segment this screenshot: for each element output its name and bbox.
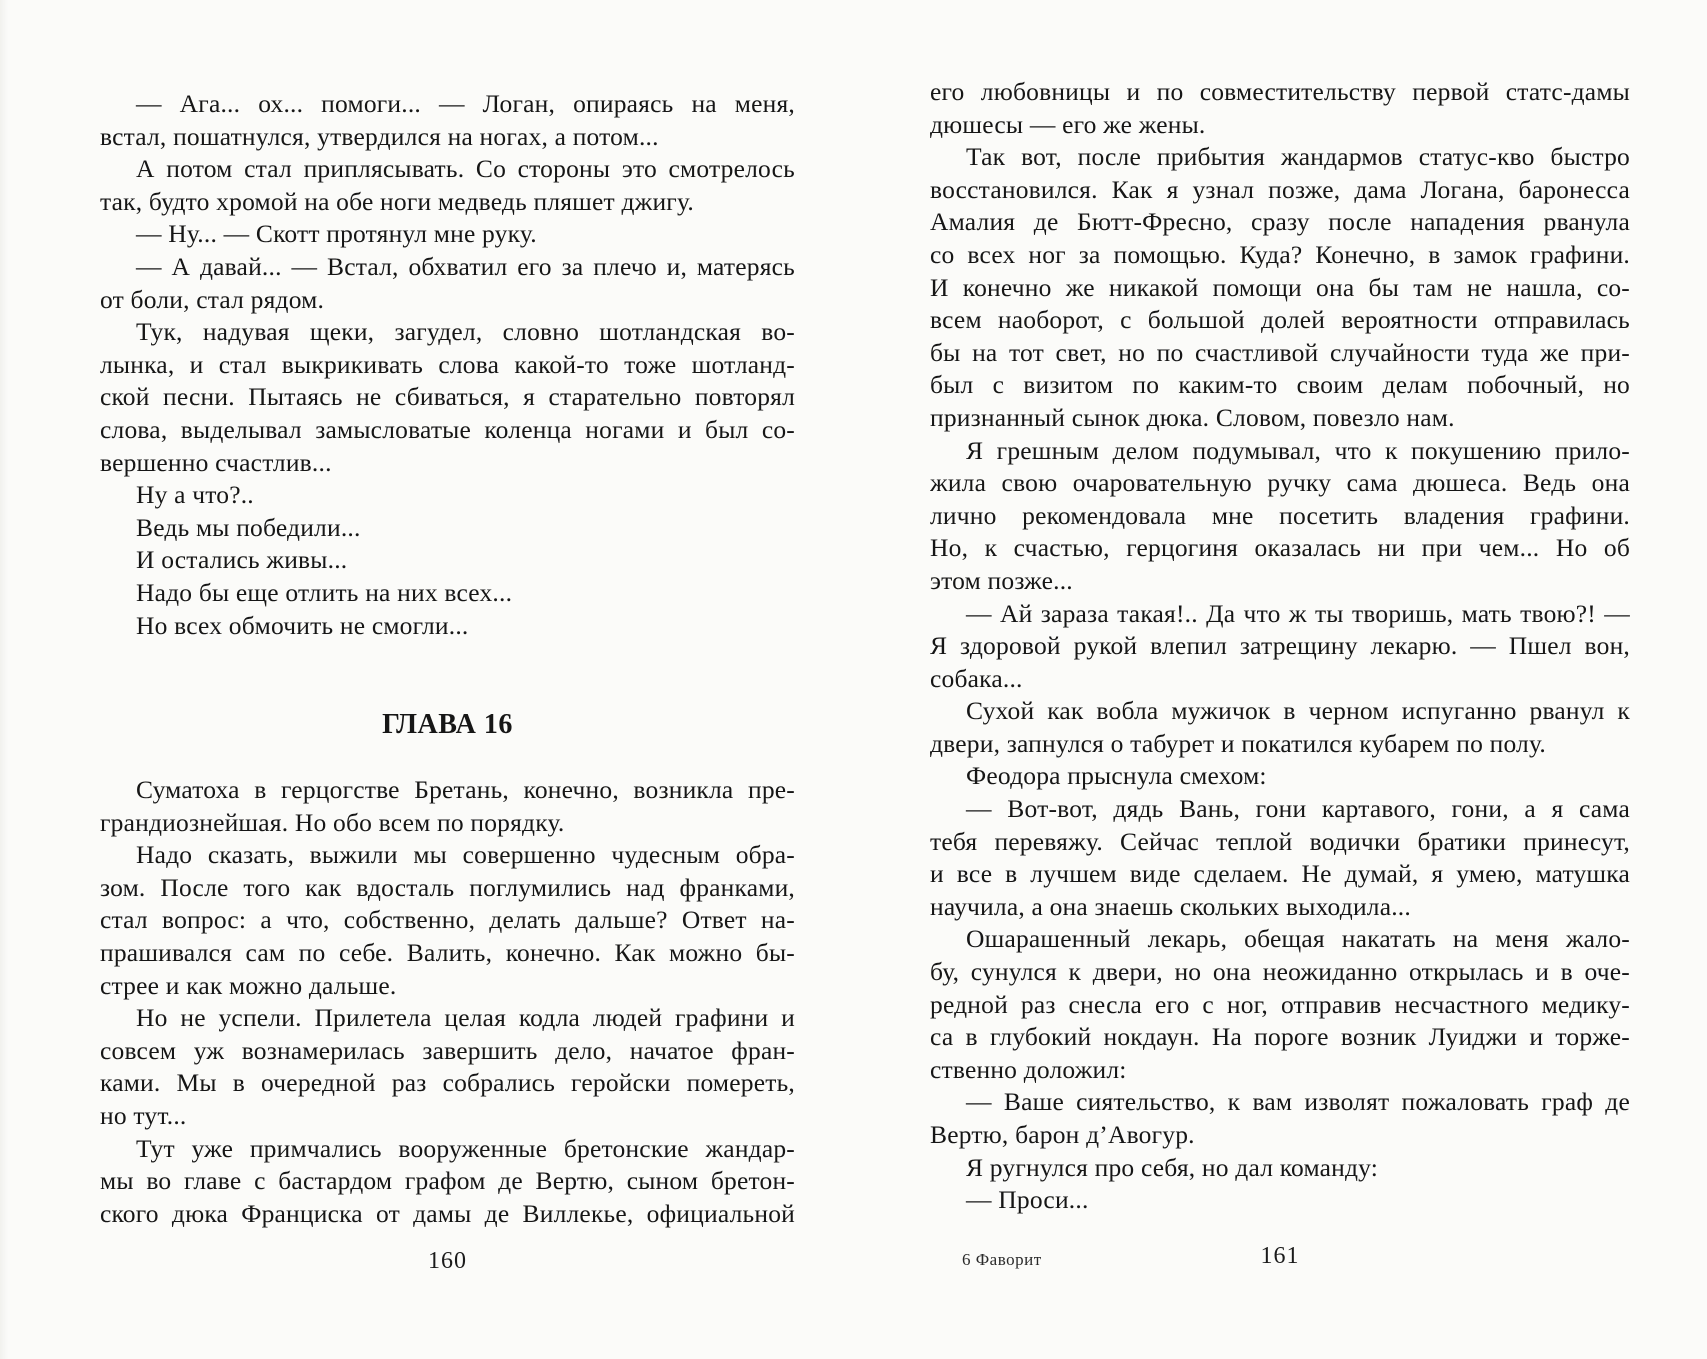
text-line: Я грешным делом подумывал, что к покушению прило- [966,435,1630,465]
page-left-footer [100,1248,795,1280]
text-line: был с визитом по каким-то своим делам побочный, но [930,370,1630,400]
page-right-text [930,76,1630,1217]
text-line: жила свою очаровательную ручку сама дюшеса. Ведь она [930,468,1630,498]
text-line: и все в лучшем виде сделаем. Не думай, я умею, матушка [930,859,1630,889]
text-line: тебя перевяжу. Сейчас теплой водички братики принесут, [930,826,1630,856]
text-line: собака... [930,663,1023,693]
text-line: вершенно счастлив... [100,447,332,477]
text-line: Ну а что?.. [136,480,254,510]
text-line: Так вот, после прибытия жандармов статус-кво быстро [966,142,1630,172]
text-line: Феодора прыснула смехом: [966,761,1267,791]
text-line: Сухой как вобла мужичок в черном испуганно рванул к [966,696,1630,726]
text-line: бы на тот свет, но по счастливой случайности туда же при- [930,337,1630,367]
page-number-right: 161 [1260,1242,1300,1269]
page-left [100,0,795,1280]
chapter-heading: ГЛАВА 16 [382,709,513,741]
text-line: прашивался сам по себе. Валить, конечно. Как можно бы- [100,938,795,968]
text-line: встал, пошатнулся, утвердился на ногах, а потом... [100,121,659,151]
text-line: Я ругнулся про себя, но дал команду: [966,1152,1379,1182]
text-line: — Проси... [966,1185,1089,1215]
text-line: мы во главе с бастардом графом де Вертю, сыном бретон- [100,1166,795,1196]
text-line: Но всех обмочить не смогли... [136,610,469,640]
text-line: но тут... [100,1101,187,1131]
text-line: Суматоха в герцогстве Бретань, конечно, возникла пре- [136,775,795,805]
text-line: всем наоборот, с большой долей вероятности отправилась [930,305,1630,335]
text-line: редной раз снесла его с ног, отправив несчастного медику- [930,989,1630,1019]
text-line: — Ну... — Скотт протянул мне руку. [136,219,537,249]
text-line: бу, сунулся к двери, но она неожиданно открылась и в оче- [930,957,1630,987]
page-right-footer [930,1243,1630,1275]
text-line: его любовницы и по совместительству первой статс-дамы [930,77,1630,106]
page-number-left: 160 [428,1248,467,1275]
spacer [100,746,795,774]
text-line: Тук, надувая щеки, загудел, словно шотландская во- [136,317,795,347]
text-line: ками. Мы в очередной раз собрались геройски помереть, [100,1068,795,1098]
text-line: ского дюка Франциска от дамы де Виллекье, официальной [100,1198,795,1228]
text-line: грандиознейшая. Но обо всем по порядку. [100,807,565,837]
text-line: Но, к счастью, герцогиня оказалась ни при чем... Но об [930,533,1630,563]
text-line: дюшесы — его же жены. [930,109,1206,139]
text-line: А потом стал приплясывать. Со стороны это смотрелось [136,154,795,184]
text-line: лынка, и стал выкрикивать слова какой-то тоже шотланд- [100,349,795,379]
text-line: — Вот-вот, дядь Вань, гони картавого, гони, а я сама [966,794,1630,824]
text-line: Ведь мы победили... [136,512,361,542]
text-line: восстановился. Как я узнал позже, дама Логана, баронесса [930,174,1630,204]
text-line: слова, выделывал замысловатые коленца ногами и был со- [100,414,795,444]
text-line: Ошарашенный лекарь, обещая накатать на меня жало- [966,924,1630,954]
text-line: Надо сказать, выжили мы совершенно чудесным обра- [136,840,795,870]
text-line: Я здоровой рукой влепил затрещину лекарю. — Пшел вон, [930,631,1630,661]
spacer [100,642,795,704]
text-line: совсем уж вознамерилась завершить дело, начатое фран- [100,1035,795,1065]
text-line: признанный сынок дюка. Словом, повезло нам. [930,402,1455,432]
text-line: са в глубокий нокдаун. На пороге возник Луиджи и торже- [930,1022,1630,1052]
page-right [930,0,1630,1275]
text-line: — А давай... — Встал, обхватил его за плечо и, матерясь [136,251,795,281]
text-line: — Ай зараза такая!.. Да что ж ты творишь, мать твою?! — [966,598,1630,628]
text-line: ской песни. Пытаясь не сбиваться, я старательно повторял [100,382,795,412]
text-line: так, будто хромой на обе ноги медведь пляшет джигу. [100,186,694,216]
text-line: Но не успели. Прилетела целая кодла людей графини и [136,1003,795,1033]
page-left-text [100,88,795,1230]
text-line: двери, запнулся о табурет и покатился кубарем по полу. [930,728,1546,758]
text-line: И конечно же никакой помощи она бы там не нашла, со- [930,272,1630,302]
text-line: Надо бы еще отлить на них всех... [136,577,513,607]
text-line: от боли, стал рядом. [100,284,325,314]
text-line: ственно доложил: [930,1054,1127,1084]
text-line: стрее и как можно дальше. [100,970,397,1000]
text-line: И остались живы... [136,545,348,575]
text-line: Амалия де Бютт-Фресно, сразу после нападения рванула [930,207,1630,237]
text-line: стал вопрос: а что, собственно, делать дальше? Ответ на- [100,905,795,935]
text-line: зом. После того как вдосталь поглумились над франками, [100,872,795,902]
text-line: — Ваше сиятельство, к вам изволят пожаловать граф де [966,1087,1630,1117]
text-line: — Ага... ох... помоги... — Логан, опираясь на меня, [136,89,795,118]
text-line: со всех ног за помощью. Куда? Конечно, в замок графини. [930,239,1630,269]
text-line: этом позже... [930,565,1073,595]
text-line: лично рекомендовала мне посетить владения графини. [930,500,1630,530]
text-line: Вертю, барон д’Авогур. [930,1120,1195,1149]
text-line: Тут уже примчались вооруженные бретонские жандар- [136,1133,795,1163]
text-line: научила, а она знаешь скольких выходила... [930,891,1411,921]
print-signature: 6 Фаворит [962,1249,1042,1269]
